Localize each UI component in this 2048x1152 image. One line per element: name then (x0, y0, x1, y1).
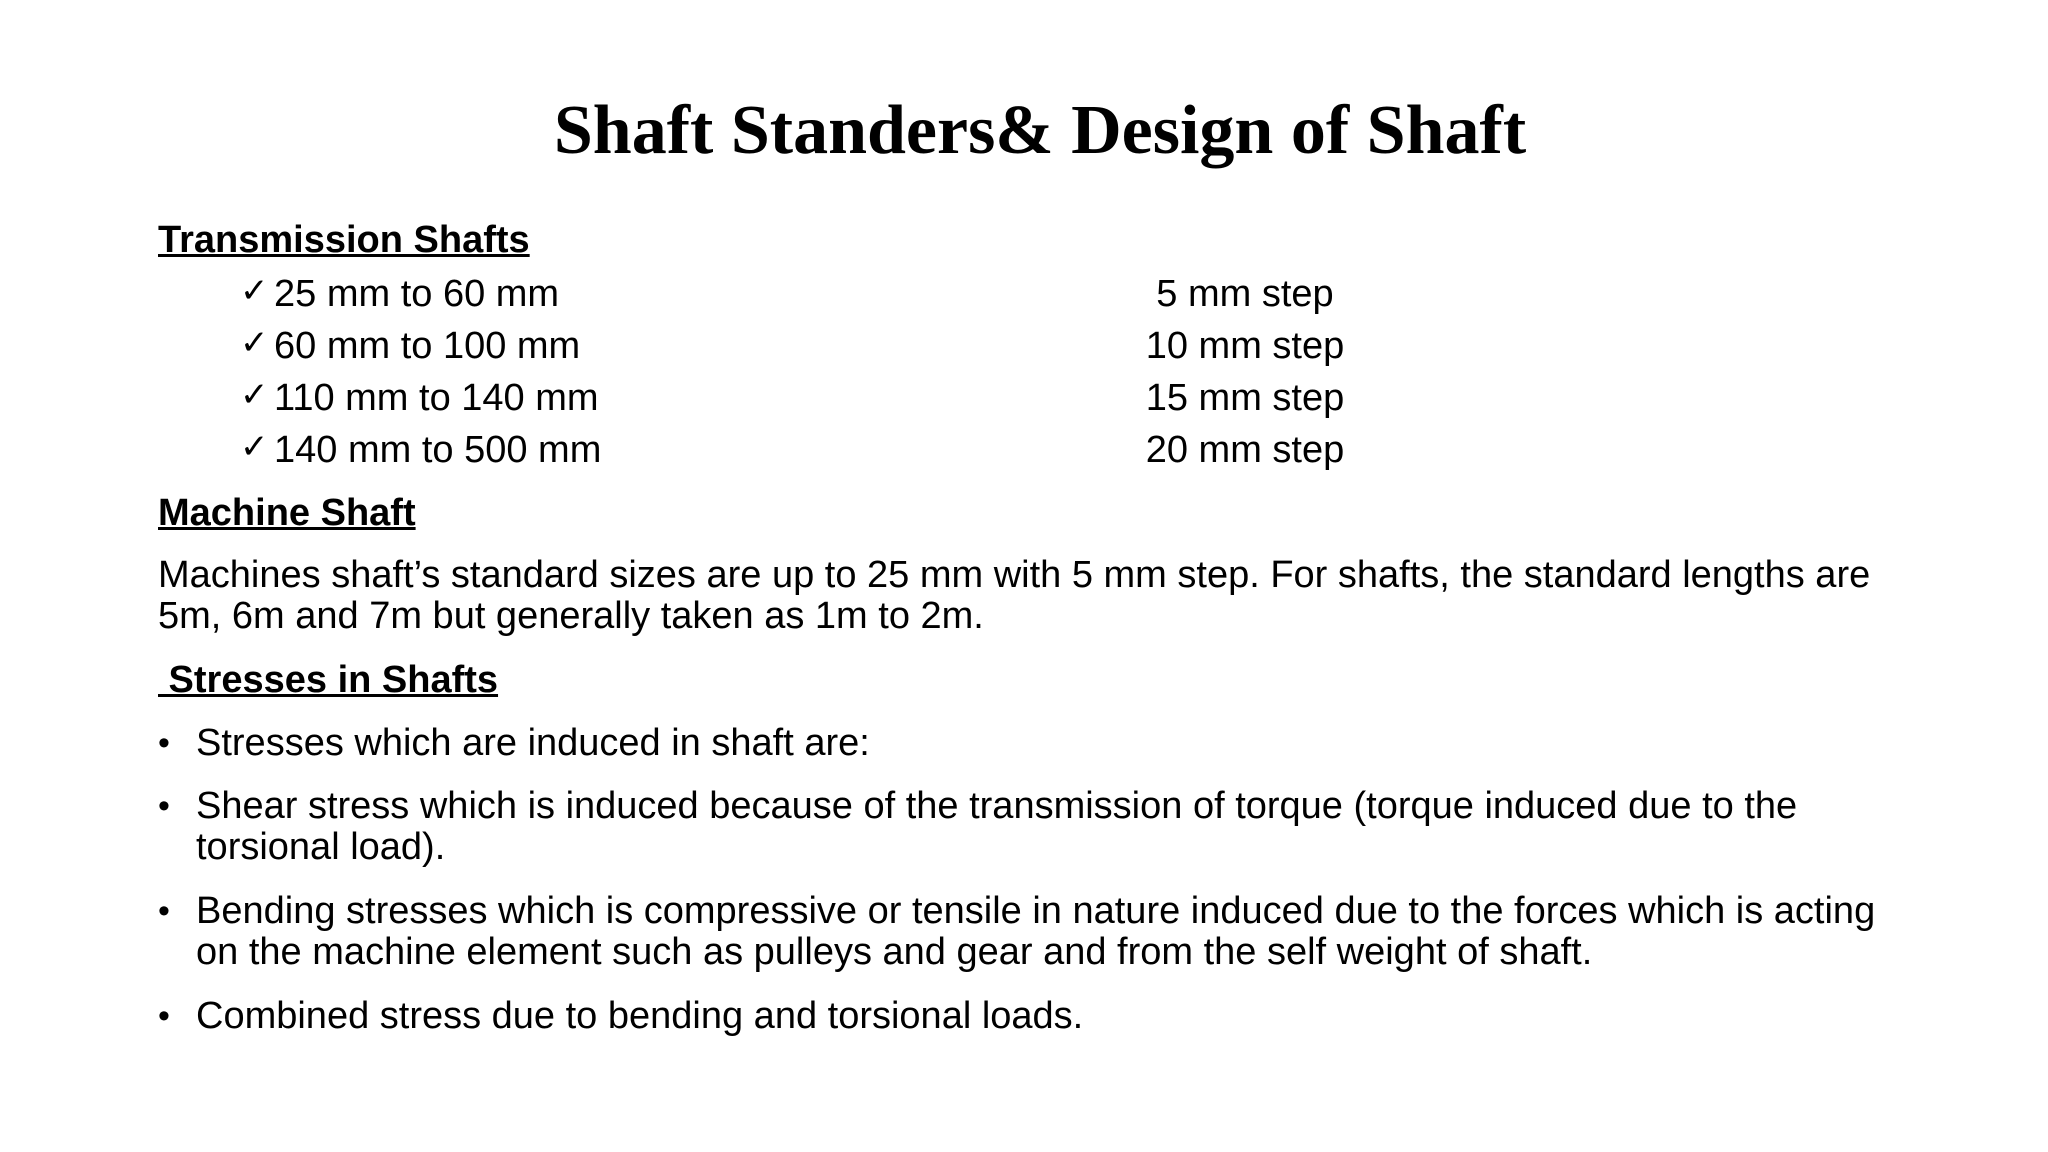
machine-shaft-paragraph: Machines shaft’s standard sizes are up to 25 mm with 5 mm step. For shafts, the standard lengths are 5m, 6m and 7m but generally taken as 1m to 2m. (158, 554, 1871, 637)
bullet-item (158, 891, 1878, 973)
step-text: 10 mm step (1145, 325, 1345, 367)
bullet-item (158, 786, 1878, 868)
bullet-text: Stresses which are induced in shaft are: (196, 722, 870, 764)
transmission-row (240, 424, 1380, 476)
stresses-heading: Stresses in Shafts (158, 659, 499, 701)
transmission-row (240, 320, 1380, 372)
transmission-shafts-heading: Transmission Shafts (158, 219, 530, 261)
range-text: 140 mm to 500 mm (274, 429, 602, 471)
bullet-icon: • (158, 997, 170, 1035)
bullet-icon: • (158, 892, 170, 930)
slide-title: Shaft Standers& Design of Shaft (553, 92, 1527, 169)
step-text: 5 mm step (1156, 273, 1334, 315)
checkmark-icon: ✓ (240, 427, 269, 467)
bullet-text: Combined stress due to bending and torsional loads. (196, 995, 1084, 1037)
range-text: 25 mm to 60 mm (274, 273, 560, 315)
machine-shaft-heading: Machine Shaft (158, 492, 416, 534)
bullet-icon: • (158, 787, 170, 825)
step-text: 20 mm step (1145, 429, 1345, 471)
bullet-icon: • (158, 724, 170, 762)
range-text: 110 mm to 140 mm (274, 377, 599, 419)
checkmark-icon: ✓ (240, 375, 269, 415)
checkmark-icon: ✓ (240, 323, 269, 363)
checkmark-icon: ✓ (240, 271, 269, 311)
bullet-text: Shear stress which is induced because of the transmission of torque (torque induced due to the torsional load). (196, 785, 1798, 868)
bullet-text: Bending stresses which is compressive or tensile in nature induced due to the forces which is acting on the machine element such as pulleys and gear and from the self weight of shaft. (196, 890, 1876, 973)
bullet-item (158, 996, 1878, 1037)
range-text: 60 mm to 100 mm (274, 325, 581, 367)
transmission-row (240, 268, 1380, 320)
bullet-item (158, 723, 1878, 764)
transmission-row (240, 372, 1380, 424)
step-text: 15 mm step (1145, 377, 1345, 419)
